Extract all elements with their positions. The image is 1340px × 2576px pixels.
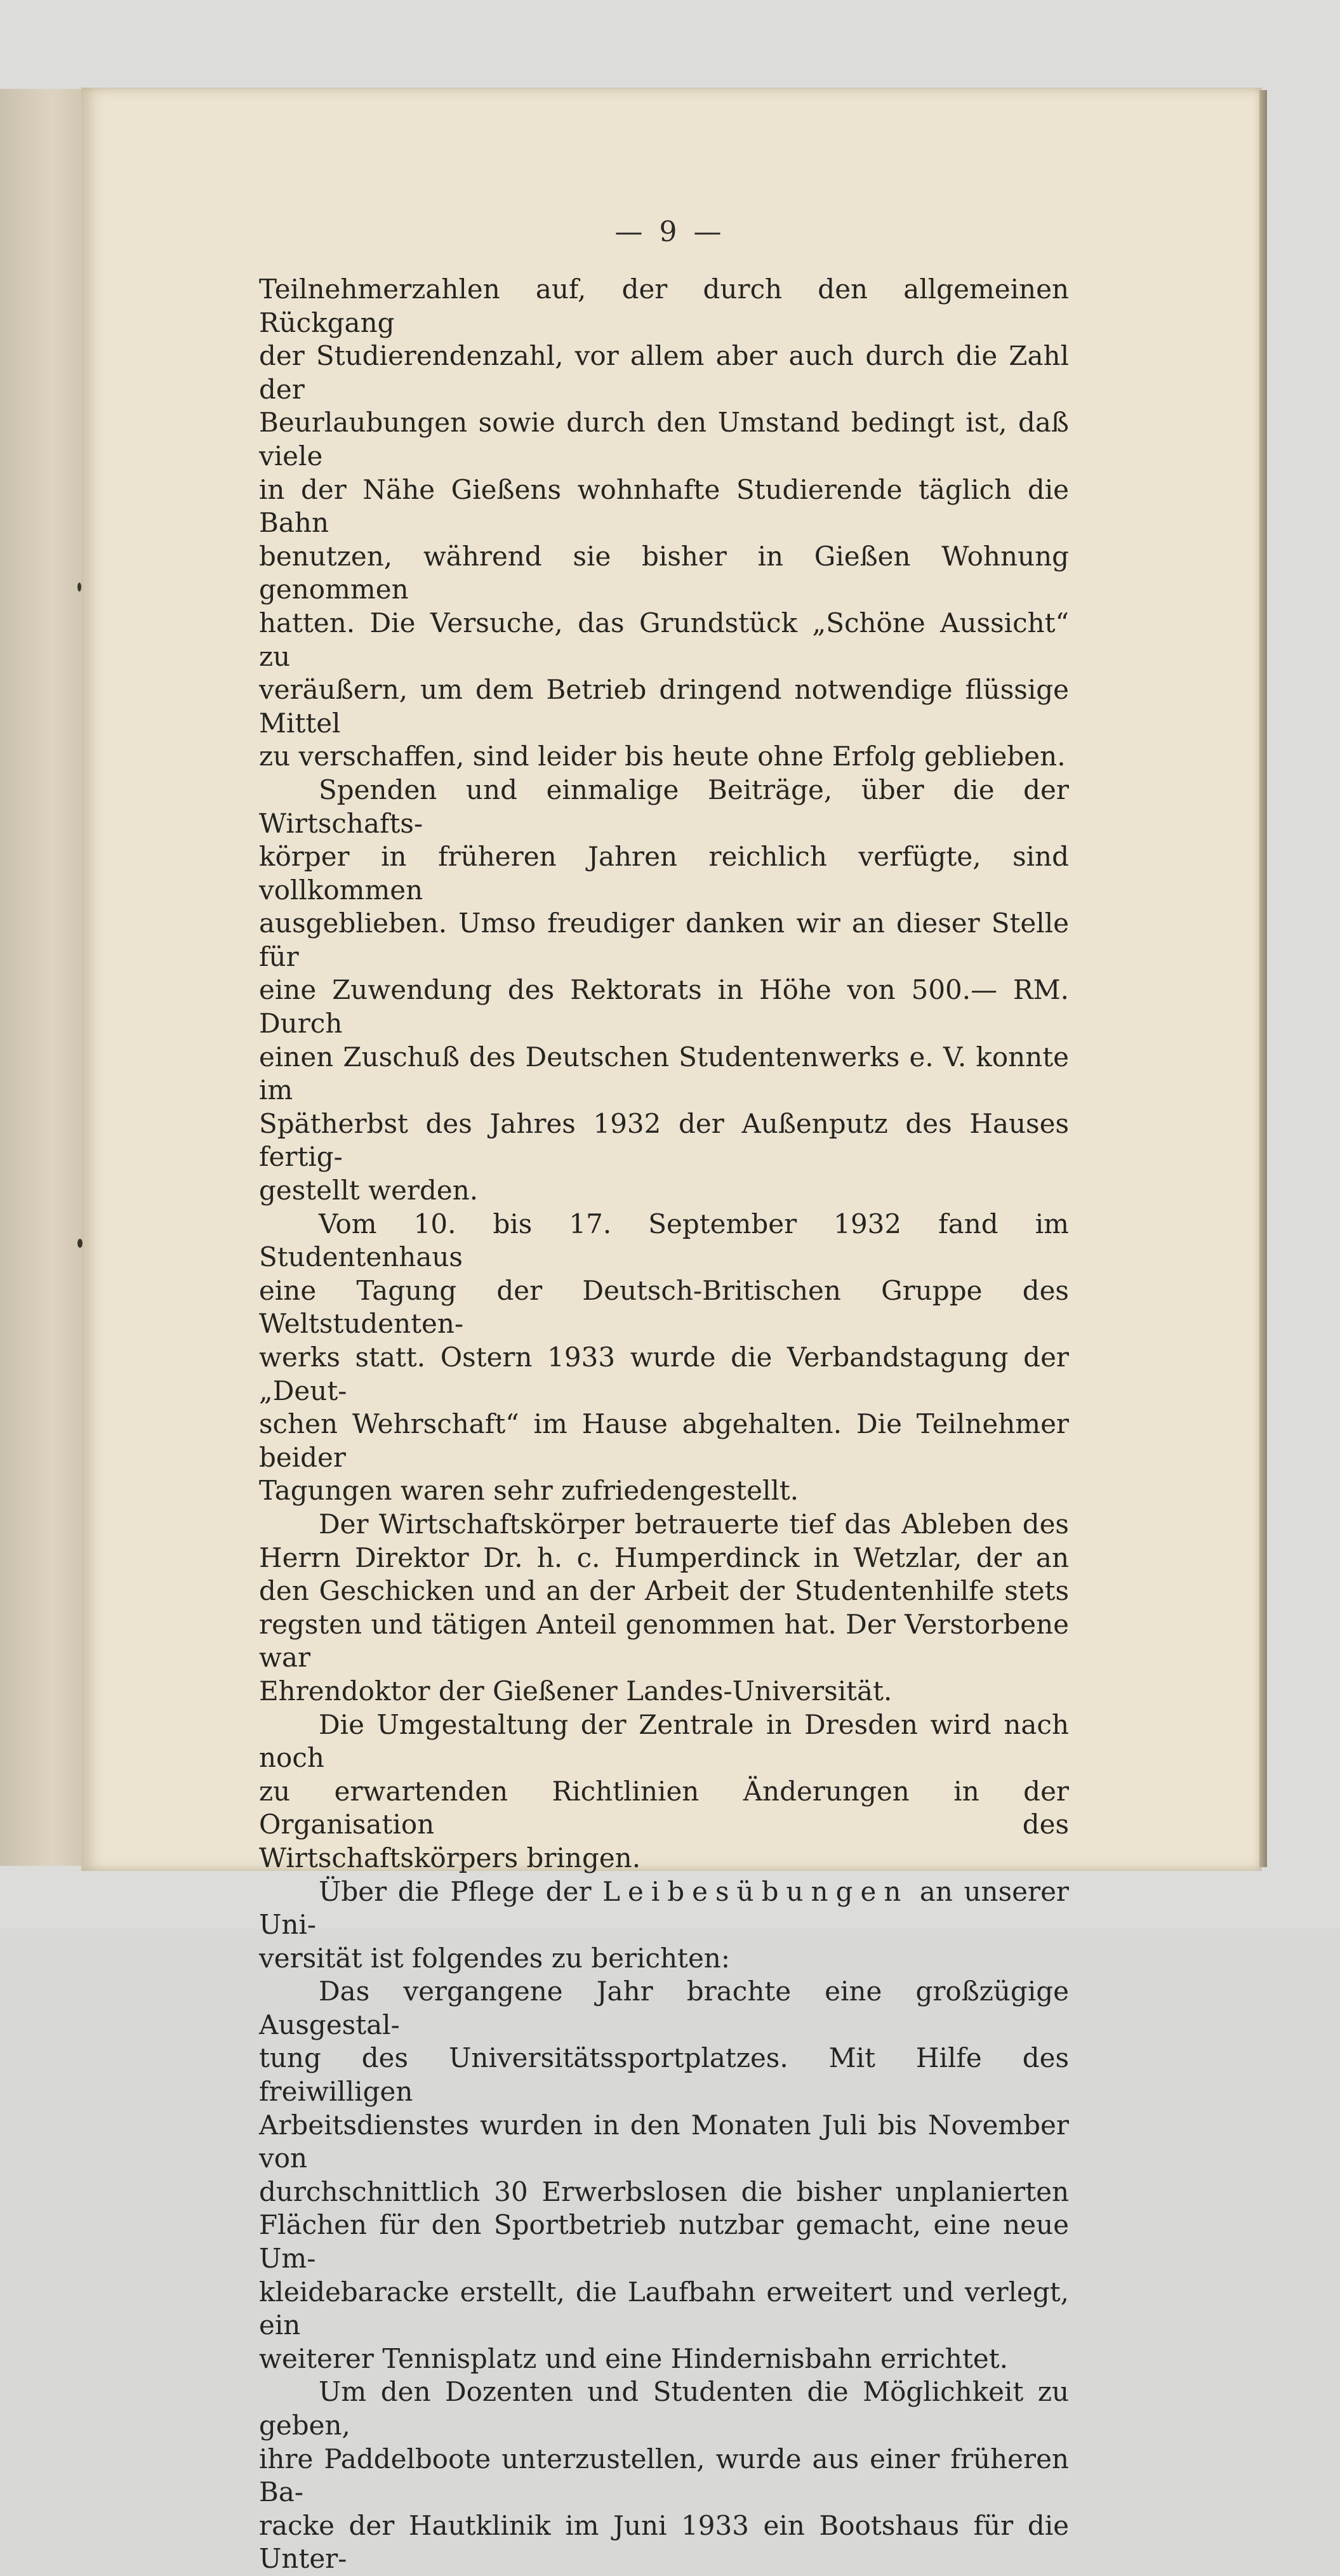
text-line: körper in früheren Jahren reichlich verfügte, sind vollkommen (259, 841, 1069, 906)
facing-page-edge (0, 89, 86, 1866)
text-line: Spenden und einmalige Beiträge, über die der Wirtschafts- (259, 774, 1069, 839)
emphasized-term: Leibesübungen (602, 1875, 909, 1907)
text-line: weiterer Tennisplatz und eine Hindernisbahn errichtet. (259, 2342, 1008, 2374)
text-line: Teilnehmerzahlen auf, der durch den allgemeinen Rückgang (259, 274, 1069, 338)
text-line: ihre Paddelboote unterzustellen, wurde aus einer früheren Ba- (259, 2443, 1069, 2508)
text-line: den Geschicken und an der Arbeit der Studentenhilfe stets (259, 1575, 1069, 1607)
text-line: Der Wirtschaftskörper betrauerte tief das Ableben des (319, 1508, 1069, 1540)
text-line: Ehrendoktor der Gießener Landes-Universität. (259, 1675, 892, 1707)
text-line: versität ist folgendes zu berichten: (259, 1942, 730, 1974)
text-line: racke der Hautklinik im Juni 1933 ein Bootshaus für die Unter- (259, 2509, 1069, 2575)
text-line: Wirtschaftskörpers bringen. (259, 1842, 641, 1873)
margin-mark (77, 1239, 83, 1248)
text-line: ausgeblieben. Umso freudiger danken wir an dieser Stelle für (259, 908, 1069, 972)
text-line: Spätherbst des Jahres 1932 der Außenputz des Hauses fertig- (259, 1107, 1069, 1173)
text-line: zu erwartenden Richtlinien Änderungen in der Organisation des (259, 1775, 1069, 1840)
text-fragment: Über die Pflege der (319, 1875, 603, 1907)
text-line: kleidebaracke erstellt, die Laufbahn erweitert und verlegt, ein (259, 2276, 1069, 2341)
margin-mark (77, 583, 81, 591)
text-line: tung des Universitätssportplatzes. Mit Hilfe des freiwilligen (259, 2042, 1069, 2108)
text-line: eine Zuwendung des Rektorats in Höhe von 500.— RM. Durch (259, 974, 1069, 1040)
text-fragment: an unserer Uni- (259, 1875, 1069, 1941)
text-line (259, 1875, 1069, 1942)
text-line: einen Zuschuß des Deutschen Studentenwerks e. V. konnte im (259, 1041, 1069, 1106)
text-line: Die Umgestaltung der Zentrale in Dresden wird nach noch (259, 1708, 1069, 1774)
text-line: Flächen für den Sportbetrieb nutzbar gemacht, eine neue Um- (259, 2209, 1069, 2275)
page-edge-shadow (1259, 90, 1267, 1867)
text-line: zu verschaffen, sind leider bis heute ohne Erfolg geblieben. (259, 741, 1066, 772)
text-line: Beurlaubungen sowie durch den Umstand bedingt ist, daß viele (259, 407, 1069, 472)
text-line: Tagungen waren sehr zufriedengestellt. (259, 1475, 799, 1507)
text-line: Herrn Direktor Dr. h. c. Humperdinck in Wetzlar, der an (259, 1542, 1069, 1573)
text-line: Um den Dozenten und Studenten die Möglichkeit zu geben, (259, 2376, 1069, 2441)
text-line: regsten und tätigen Anteil genommen hat. Der Verstorbene war (259, 1608, 1069, 1674)
page-number: — 9 — (614, 216, 726, 248)
text-line: werks statt. Ostern 1933 wurde die Verbandstagung der „Deut- (259, 1342, 1069, 1406)
text-line: hatten. Die Versuche, das Grundstück „Schöne Aussicht“ zu (259, 607, 1069, 672)
text-line: Arbeitsdienstes wurden in den Monaten Juli bis November von (259, 2109, 1069, 2174)
text-line: schen Wehrschaft“ im Hause abgehalten. Die Teilnehmer beider (259, 1408, 1069, 1473)
body-text (259, 273, 1069, 2576)
text-line: gestellt werden. (259, 1175, 479, 1206)
text-line: der Studierendenzahl, vor allem aber auch durch die Zahl der (259, 340, 1069, 405)
text-line: durchschnittlich 30 Erwerbslosen die bisher unplanierten (259, 2176, 1069, 2207)
text-line: eine Tagung der Deutsch-Britischen Gruppe des Weltstudenten- (259, 1274, 1069, 1340)
text-line: benutzen, während sie bisher in Gießen Wohnung genommen (259, 540, 1069, 605)
text-line: in der Nähe Gießens wohnhafte Studierende täglich die Bahn (259, 473, 1069, 539)
text-line: Vom 10. bis 17. September 1932 fand im Studentenhaus (259, 1208, 1069, 1273)
text-line: veräußern, um dem Betrieb dringend notwendige flüssige Mittel (259, 674, 1069, 739)
text-line: Das vergangene Jahr brachte eine großzügige Ausgestal- (259, 1976, 1069, 2040)
